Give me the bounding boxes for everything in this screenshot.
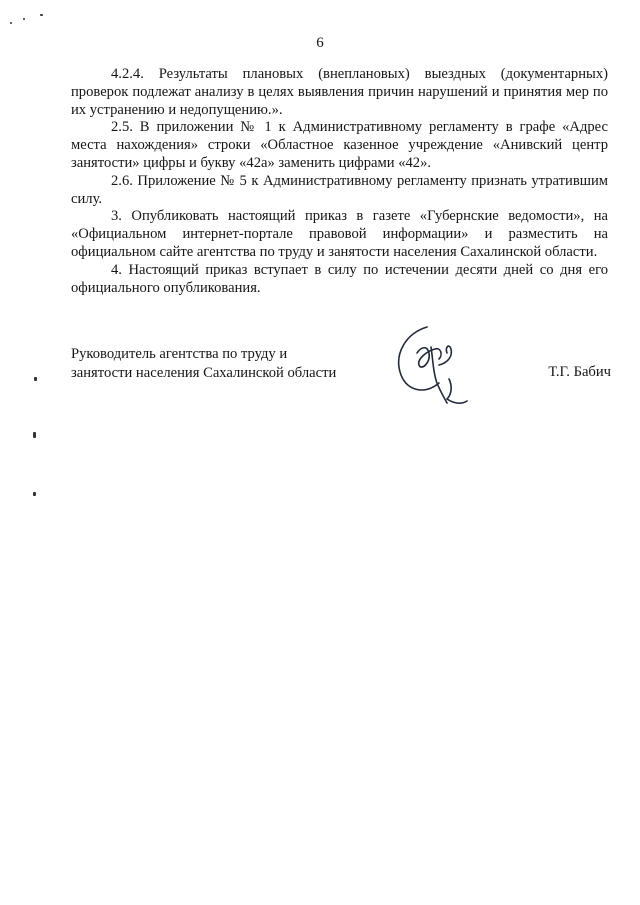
paragraph-2-5: 2.5. В приложении № 1 к Административному регламенту в графе «Адрес места нахождения» строки «Областное казенное учреждение «Анивский центр занятости» цифры и букву «42а» заменить цифрами «42». bbox=[71, 119, 608, 171]
signer-title bbox=[71, 345, 371, 383]
paragraph-4: 4. Настоящий приказ вступает в силу по истечении десяти дней со дня его официального опубликования. bbox=[71, 261, 608, 296]
handwritten-signature bbox=[387, 319, 487, 419]
signer-title-line1: Руководитель агентства по труду и bbox=[71, 346, 288, 362]
scan-speck bbox=[40, 14, 43, 16]
document-body bbox=[71, 66, 608, 297]
signer-title-line2: занятости населения Сахалинской области bbox=[71, 365, 337, 381]
scan-speck bbox=[33, 432, 36, 438]
scan-speck bbox=[23, 18, 25, 20]
scan-speck bbox=[34, 377, 37, 381]
page-number: 6 bbox=[316, 35, 324, 51]
paragraph-3: 3. Опубликовать настоящий приказ в газете «Губернские ведомости», на «Официальном интернет-портале правовой информации» и разместить на официальном сайте агентства по труду и занятости населения Сахалинской области. bbox=[71, 208, 608, 260]
signer-name: Т.Г. Бабич bbox=[548, 364, 611, 380]
paragraph-2-6: 2.6. Приложение № 5 к Административному регламенту признать утратившим силу. bbox=[71, 172, 608, 207]
scan-speck bbox=[33, 492, 36, 496]
signature-block bbox=[71, 345, 611, 425]
scan-speck bbox=[10, 22, 12, 24]
paragraph-4-2-4: 4.2.4. Результаты плановых (внеплановых) выездных (документарных) проверок подлежат анализу в целях выявления причин нарушений и принятия мер по их устранению и недопущению.». bbox=[71, 66, 608, 118]
